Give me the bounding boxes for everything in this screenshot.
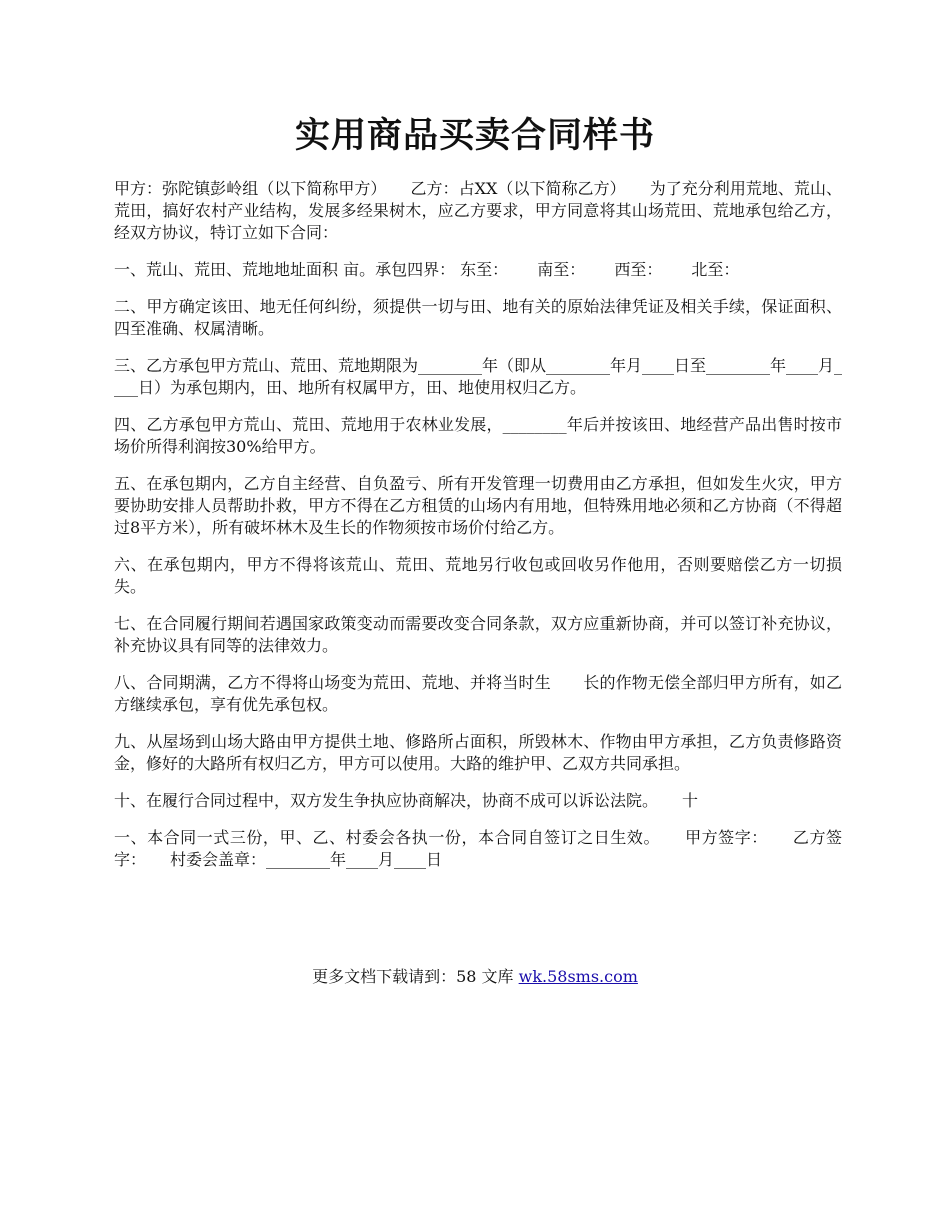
- clause-2: 二、甲方确定该田、地无任何纠纷，须提供一切与田、地有关的原始法律凭证及相关手续，保证面积、四至准确、权属清晰。: [114, 297, 842, 338]
- clause-9: 九、从屋场到山场大路由甲方提供土地、修路所占面积，所毁林木、作物由甲方承担，乙方负责修路资金，修好的大路所有权归乙方，甲方可以使用。大路的维护甲、乙双方共同承担。: [114, 732, 842, 773]
- clause-7: 七、在合同履行期间若遇国家政策变动而需要改变合同条款，双方应重新协商，并可以签订补充协议，补充协议具有同等的法律效力。: [114, 614, 842, 655]
- clause-6: 六、在承包期内，甲方不得将该荒山、荒田、荒地另行收包或回收另作他用，否则要赔偿乙方一切损失。: [114, 555, 842, 596]
- clause-4: 四、乙方承包甲方荒山、荒田、荒地用于农林业发展，________年后并按该田、地经营产品出售时按市场价所得利润按30%给甲方。: [114, 415, 842, 456]
- clause-8: 八、合同期满，乙方不得将山场变为荒田、荒地、并将当时生 长的作物无偿全部归甲方所有，如乙方继续承包，享有优先承包权。: [114, 673, 842, 714]
- download-footer: [0, 966, 950, 988]
- clause-3: 三、乙方承包甲方荒山、荒田、荒地期限为________年（即从________年月____日至________年____月____日）为承包期内，田、地所有权属甲方，田、地使用权归乙方。: [114, 356, 843, 397]
- document-title: 实用商品买卖合同样书: [294, 115, 655, 156]
- footer-prefix: 更多文档下载请到：58 文库: [312, 967, 519, 986]
- clause-1: 一、荒山、荒田、荒地地址面积 亩。承包四界： 东至： 南至： 西至： 北至：: [114, 260, 740, 279]
- footer-link[interactable]: wk.58sms.com: [518, 967, 638, 986]
- clause-5: 五、在承包期内，乙方自主经营、自负盈亏、所有开发管理一切费用由乙方承担，但如发生火灾，甲方要协助安排人员帮助扑救，甲方不得在乙方租赁的山场内有用地，但特殊用地必须和乙方协商（不得超过8平方米），所有破坏林木及生长的作物须按市场价付给乙方。: [114, 474, 842, 537]
- clause-11-signatures: 一、本合同一式三份，甲、乙、村委会各执一份，本合同自签订之日生效。 甲方签字： 乙方签字： 村委会盖章：________年____月____日: [114, 828, 842, 869]
- intro-paragraph: 甲方：弥陀镇彭岭组（以下简称甲方） 乙方：占XX（以下简称乙方） 为了充分利用荒地、荒山、荒田，搞好农村产业结构，发展多经果树木，应乙方要求，甲方同意将其山场荒田、荒地承包给乙方，经双方协议，特订立如下合同：: [114, 179, 842, 242]
- clause-10: 十、在履行合同过程中，双方发生争执应协商解决，协商不成可以诉讼法院。 十: [114, 791, 699, 810]
- document-body: [114, 178, 842, 875]
